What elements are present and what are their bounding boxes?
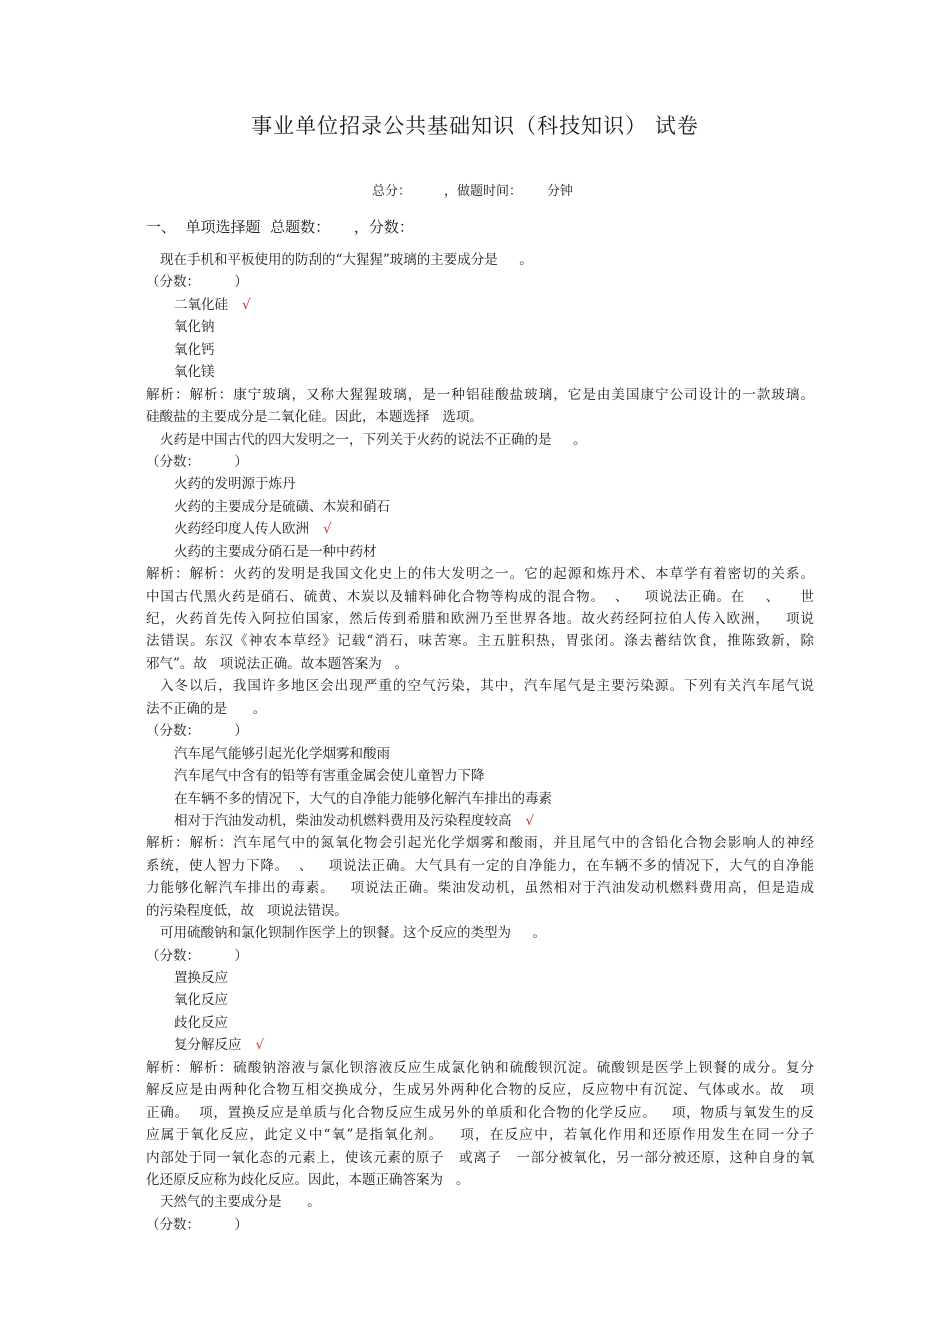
correct-check-icon: √: [525, 812, 535, 829]
answer-option: [146, 518, 814, 540]
question-score: （分数： ）: [146, 947, 248, 964]
question-score: （分数： ）: [146, 453, 248, 470]
correct-check-icon: √: [323, 521, 332, 538]
question-block: [146, 675, 814, 922]
answer-option: [146, 1034, 814, 1056]
analysis-line: 解析：解析：汽车尾气中的氮氧化物会引起光化学烟雾和酸雨，并且尾气中的含铅化合物会影响人的神经: [146, 835, 814, 852]
answer-option: [146, 496, 814, 518]
option-text: 二氧化硅: [174, 296, 228, 313]
analysis-line: 内部处于同一氧化态的元素上，使该元素的原子 或离子 一部分被氧化，另一部分被还原，这种自身的氧: [146, 1149, 814, 1166]
analysis-line: 解析：解析：火药的发明是我国文化史上的伟大发明之一。它的起源和炼丹术、本草学有着密切的关系。: [146, 566, 814, 583]
question-stem: 现在手机和平板使用的防刮的“大猩猩”玻璃的主要成分是 。: [160, 252, 533, 268]
question-stem: 天然气的主要成分是 。: [160, 1194, 321, 1211]
analysis-line: 邪气”。故 项说法正确。故本题答案为 。: [146, 655, 409, 672]
option-text: 火药的主要成分是硫磺、木炭和硝石: [174, 498, 390, 515]
option-text: 歧化反应: [174, 1014, 228, 1031]
answer-option: [146, 473, 814, 495]
analysis-line: 应属于氧化反应，此定义中“氧”是指氧化剂。 项，在反应中，若氧化作用和还原作用发生在同一分子: [146, 1127, 814, 1144]
option-text: 汽车尾气中含有的铅等有害重金属会使儿童智力下降: [174, 768, 485, 785]
option-text: 火药经印度人传人欧洲: [174, 521, 309, 538]
analysis-line: 解析：解析：康宁玻璃，又称大猩猩玻璃，是一种铝硅酸盐玻璃，它是由美国康宁公司设计的一款玻璃。: [146, 386, 814, 403]
analysis-line: 系统，使人智力下降。 、 项说法正确。大气具有一定的自净能力，在车辆不多的情况下，大气的自净能: [146, 857, 814, 874]
option-text: 氧化钙: [174, 341, 215, 358]
answer-option: [146, 361, 814, 383]
analysis-line: 硅酸盐的主要成分是二氧化硅。因此，本题选择 选项。: [146, 409, 483, 426]
question-stem: 入冬以后，我国许多地区会出现严重的空气污染，其中，汽车尾气是主要污染源。下列有关汽车尾气说: [160, 678, 814, 695]
analysis-line: 解反应是由两种化合物互相交换成分，生成另外两种化合物的反应，反应物中有沉淀、气体或水。故 项: [146, 1082, 814, 1099]
analysis-line: 正确。 项，置换反应是单质与化合物反应生成另外的单质和化合物的化学反应。 项，物质与氧发生的反: [146, 1104, 814, 1121]
question-score: （分数： ）: [146, 1216, 248, 1233]
question-stem: 火药是中国古代的四大发明之一，下列关于火药的说法不正确的是 。: [160, 431, 587, 448]
analysis-line: 化还原反应称为歧化反应。因此，本题正确答案为 。: [146, 1171, 470, 1188]
option-text: 相对于汽油发动机，柴油发动机燃料费用及污染程度较高: [174, 812, 512, 829]
question-list: [146, 249, 814, 1236]
analysis-line: 中国古代黑火药是硝石、硫黄、木炭以及辅料砷化合物等构成的混合物。 、 项说法正确。在 、 世: [146, 588, 814, 605]
answer-option: [146, 810, 814, 832]
option-text: 置换反应: [174, 970, 228, 986]
question-score: （分数： ）: [146, 274, 248, 291]
option-text: 火药的主要成分硝石是一种中药材: [174, 543, 377, 560]
question-block: [146, 922, 814, 1191]
answer-option: [146, 989, 814, 1011]
question-block: [146, 429, 814, 676]
analysis-line: 法错误。东汉《神农本草经》记载“消石，味苦寒。主五脏积热，胃张闭。涤去蓄结饮食，推陈致新，除: [146, 633, 814, 650]
analysis-line: 解析：解析：硫酸钠溶液与氯化钡溶液反应生成氯化钠和硫酸钡沉淀。硫酸钡是医学上钡餐的成分。复分: [146, 1059, 814, 1076]
correct-check-icon: √: [242, 296, 251, 313]
option-text: 汽车尾气能够引起光化学烟雾和酸雨: [174, 745, 390, 762]
option-text: 氧化反应: [174, 992, 228, 1009]
analysis-line: 的污染程度低，故 项说法错误。: [146, 902, 348, 919]
answer-option: [146, 316, 814, 338]
option-text: 在车辆不多的情况下，大气的自净能力能够化解汽车排出的毒素: [174, 790, 552, 807]
answer-option: [146, 743, 814, 765]
answer-option: [146, 765, 814, 787]
answer-option: [146, 788, 814, 810]
answer-option: [146, 1012, 814, 1034]
option-text: 氧化镁: [174, 364, 215, 381]
question-stem: 法不正确的是 。: [146, 700, 267, 717]
answer-option: [146, 339, 814, 361]
answer-option: [146, 967, 814, 989]
option-text: 复分解反应: [174, 1037, 242, 1054]
correct-check-icon: √: [255, 1037, 265, 1054]
answer-option: [146, 541, 814, 563]
question-stem: 可用硫酸钠和氯化钡制作医学上的钡餐。这个反应的类型为 。: [160, 925, 546, 942]
exam-title: 事业单位招录公共基础知识（科技知识） 试卷: [251, 114, 699, 138]
option-text: 氧化钠: [174, 319, 215, 336]
section-heading: 一、 单项选择题 总题数： ，分数：: [146, 218, 414, 236]
question-score: （分数： ）: [146, 723, 248, 740]
question-block: [146, 1191, 814, 1236]
option-text: 火药的发明源于炼丹: [174, 476, 296, 493]
question-block: [146, 249, 814, 429]
answer-option: [146, 294, 814, 316]
analysis-line: 力能够化解汽车排出的毒素。 项说法正确。柴油发动机，虽然相对于汽油发动机燃料费用高，但是造成: [146, 880, 814, 897]
analysis-line: 纪，火药首先传入阿拉伯国家，然后传到希腊和欧洲乃至世界各地。故火药经阿拉伯人传入欧洲， 项说: [146, 611, 814, 627]
exam-meta: 总分： ，做题时间： 分钟: [372, 184, 573, 199]
